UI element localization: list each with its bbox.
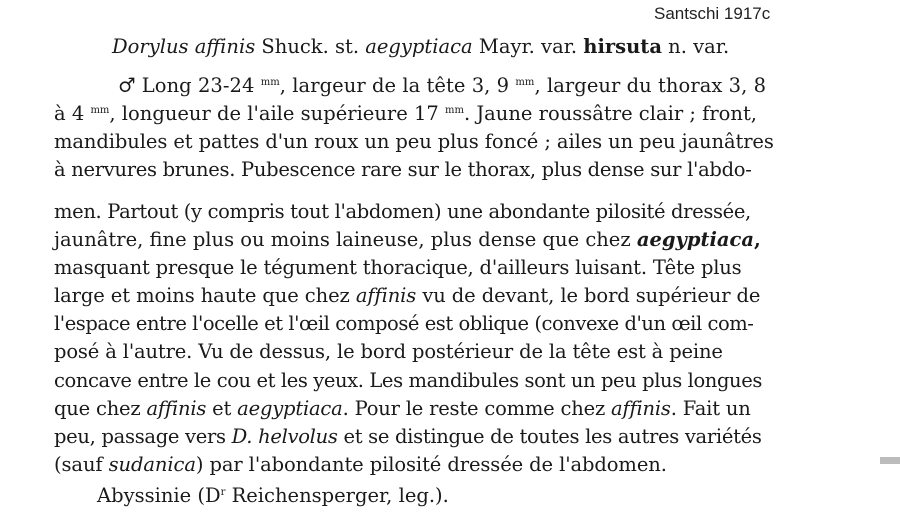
subspecies-name: aegyptiaca: [365, 35, 473, 58]
locality-line: Abyssinie ($D^r$ Reichensperger, leg.).: [97, 484, 449, 507]
taxon-heading: [112, 36, 729, 58]
desc-line-1: ♂ Long 23-24 $^{mm}$, largeur de la tête 3, 9 $^{mm}$, largeur du thorax 3, 8: [118, 74, 767, 97]
desc-line-11: concave entre le cou et les yeux. Les mandibules sont un peu plus longues: [54, 369, 762, 392]
desc-line-8: large et moins haute que chez affinis vu de devant, le bord supérieur de: [54, 284, 761, 307]
desc-line-3: mandibules et pattes d'un roux un peu plus foncé ; ailes un peu jaunâtres: [54, 130, 774, 153]
citation-label: Santschi 1917c: [654, 4, 771, 23]
variety-name: hirsuta: [583, 35, 662, 58]
desc-line-6: jaunâtre, fine plus ou moins laineuse, plus dense que chez aegyptiaca,: [54, 228, 761, 251]
desc-line-14: (sauf sudanica) par l'abondante pilosité dressée de l'abdomen.: [54, 453, 667, 476]
desc-line-7: masquant presque le tégument thoracique, d'ailleurs luisant. Tête plus: [54, 256, 742, 279]
desc-line-2: à 4 $^{mm}$, longueur de l'aile supérieure 17 $^{mm}$. Jaune roussâtre clair ; front,: [54, 102, 757, 125]
taxon-status: n. var.: [668, 35, 730, 58]
desc-line-13: peu, passage vers D. helvolus et se distingue de toutes les autres variétés: [54, 425, 762, 448]
desc-line-5: men. Partout (y compris tout l'abdomen) une abondante pilosité dressée,: [54, 200, 751, 223]
desc-line-9: l'espace entre l'ocelle et l'œil composé est oblique (convexe d'un œil com-: [54, 312, 754, 335]
desc-line-4: à nervures brunes. Pubescence rare sur le thorax, plus dense sur l'abdo-: [54, 158, 752, 181]
desc-line-10: posé à l'autre. Vu de dessus, le bord postérieur de la tête est à peine: [54, 340, 723, 363]
author-2: Mayr. var.: [478, 35, 578, 58]
author-1: Shuck. st.: [261, 35, 360, 58]
genus-name: Dorylus: [112, 35, 189, 58]
scan-artifact: [880, 457, 900, 464]
species-name: affinis: [194, 35, 256, 58]
desc-line-12: que chez affinis et aegyptiaca. Pour le reste comme chez affinis. Fait un: [54, 397, 751, 420]
